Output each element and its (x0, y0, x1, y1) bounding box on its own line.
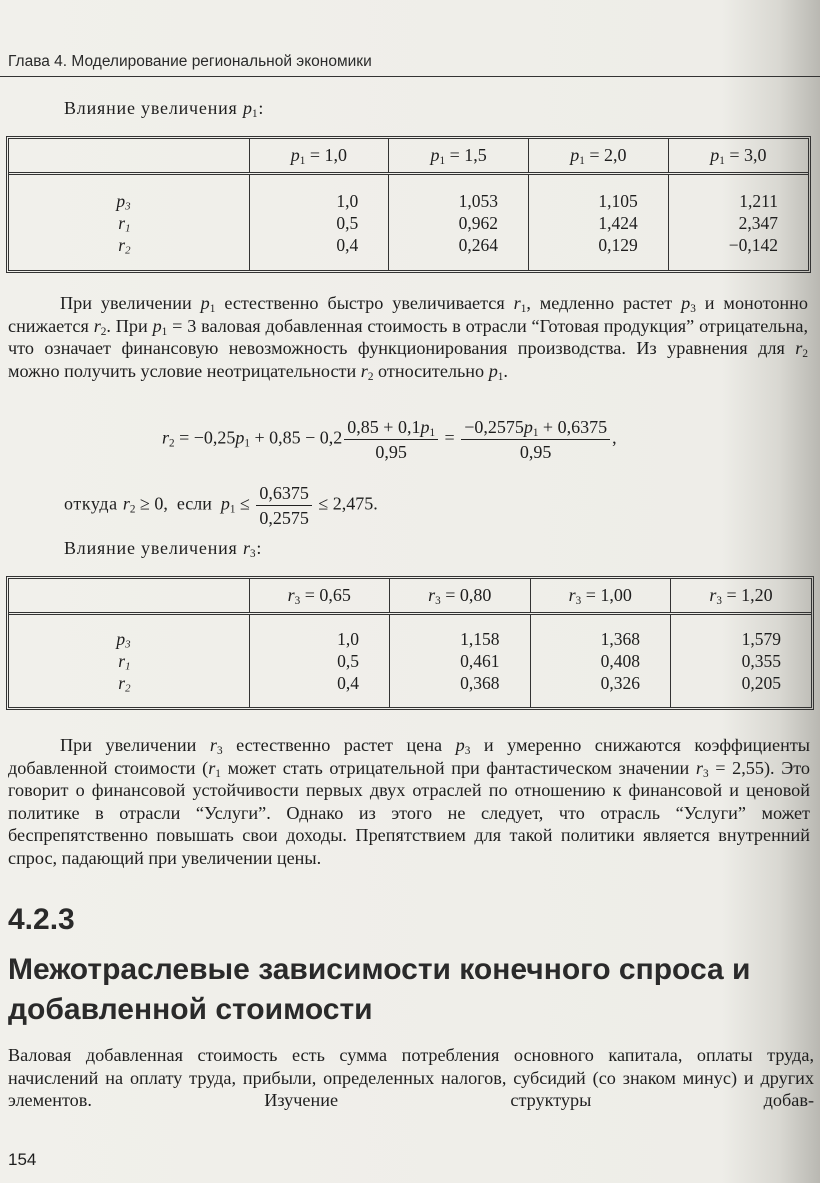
table1-col1-values (249, 174, 389, 271)
table1-row-label-p3: $p_3$ (116, 190, 131, 213)
table1-col-4: $p_1 = 3,0$ (668, 139, 808, 174)
table-cell: 0,4 (337, 673, 359, 693)
table2-row-label-p3: $p_3$ (116, 629, 131, 651)
table-cell: 0,962 (458, 212, 498, 233)
table-cell: 1,424 (598, 212, 638, 233)
header-rule (0, 76, 820, 77)
table2-col-2: $r_3 = 0,80$ (390, 579, 531, 614)
table1-col-2: $p_1 = 1,5$ (389, 139, 529, 174)
table-cell: 1,158 (460, 629, 500, 649)
table1-row-labels (9, 174, 249, 271)
formula-condition: откуда $r_2 \ge 0$, если $p_1$ ≤ $\frac{0,6375}{0,2575}$ ≤ 2,475. (64, 483, 378, 528)
table-cell: 1,0 (336, 190, 359, 211)
section-number: 4.2.3 (8, 903, 75, 936)
table-cell: 0,408 (600, 651, 640, 671)
table-cell: 0,355 (741, 651, 781, 671)
table1-caption: Влияние увеличения $p_1$: (64, 98, 265, 120)
table-cell: 1,211 (739, 190, 778, 211)
fraction-2: $\frac{-0,2575p_1 + 0,6375}{0,95}$ (461, 416, 610, 463)
table2-row-labels (9, 614, 249, 708)
table1-col3-values (529, 174, 669, 271)
table-cell: 0,461 (460, 651, 500, 671)
paragraph-2: При увеличении $r_3$ естественно растет цена $p_3$ и умеренно снижаются коэффициенты добавленной стоимости ($r_1$ может стать отрицательной при фантастическом значении $r_3 = 2,55$). Это говорит о финансовой устойчивости первых двух отраслей по отношению к финансовой и ценовой политике в отрасли “Услуги”. Однако из этого не следует, что отрасль “Услуги” может беспрепятственно повышать свои доходы. Препятствием для такой политики является внутренний спрос, падающий при увеличении цены. (8, 735, 811, 868)
table2-col-3: $r_3 = 1,00$ (530, 579, 671, 614)
paragraph-3: Валовая добавленная стоимость есть сумма потребления основного капитала, оплаты труда, начислений на оплату труда, прибыли, определенных налогов, субсидий (со знаком минус) и других элементов. Изучение структуры добав- (8, 1045, 814, 1110)
table2-row-label-r2: $r_2$ (118, 673, 131, 695)
table2-corner-cell (9, 579, 249, 614)
table-cell: 0,368 (460, 673, 500, 693)
table-cell: 0,5 (336, 212, 359, 233)
table2-col4-values (671, 614, 812, 708)
table2-col1-values (249, 614, 390, 708)
table2-col3-values (530, 614, 671, 708)
table1-col-3: $p_1 = 2,0$ (529, 139, 669, 174)
table-cell: −0,142 (728, 234, 778, 255)
section-title: Межотраслевые зависимости конечного спроса и добавленной стоимости (8, 953, 751, 1026)
table-cell: 0,5 (337, 651, 359, 671)
table-cell: 0,264 (458, 234, 498, 255)
table-cell: 1,0 (337, 629, 359, 649)
table2-col2-values (390, 614, 531, 708)
formula-r2: $r_2 = -0,25p_1 + 0,85 - 0,2$ $\frac{0,85 + 0,1p_1}{0,95}$ = $\frac{-0,2575p_1 + 0,6375}{0,95}$ , (162, 417, 617, 462)
page-number: 154 (8, 1150, 37, 1169)
fraction-3: $\frac{0,6375}{0,2575}$ (256, 482, 312, 529)
table1-header-row (9, 139, 808, 174)
table1-col-1: $p_1 = 1,0$ (249, 139, 389, 174)
table1-body (9, 174, 808, 271)
table1-col2-values (389, 174, 529, 271)
table-cell: 1,105 (598, 190, 638, 211)
table1-row-label-r1: $r_1$ (118, 212, 131, 235)
table-cell: 0,326 (600, 673, 640, 693)
table2-caption: Влияние увеличения $r_3$: (64, 538, 263, 560)
table2-body (9, 614, 811, 708)
table-p1-influence (6, 136, 811, 273)
table1-row-label-r2: $r_2$ (118, 234, 131, 257)
table-cell: 0,205 (741, 673, 781, 693)
fraction-1: $\frac{0,85 + 0,1p_1}{0,95}$ (344, 416, 438, 463)
running-header: Глава 4. Моделирование региональной экономики (8, 53, 372, 70)
table-cell: 1,368 (600, 629, 640, 649)
table-cell: 2,347 (738, 212, 778, 233)
table2-col-4: $r_3 = 1,20$ (671, 579, 812, 614)
table2-row-label-r1: $r_1$ (118, 651, 131, 673)
table-cell: 0,129 (598, 234, 638, 255)
table-cell: 1,579 (741, 629, 781, 649)
table1-corner-cell (9, 139, 249, 174)
table-cell: 1,053 (458, 190, 498, 211)
table1-col4-values (668, 174, 808, 271)
table-cell: 0,4 (336, 234, 359, 255)
table2-col-1: $r_3 = 0,65$ (249, 579, 390, 614)
table2-header-row (9, 579, 811, 614)
paragraph-1: При увеличении $p_1$ естественно быстро увеличивается $r_1$, медленно растет $p_3$ и монотонно снижается $r_2$. При $p_1 = 3$ валовая добавленная стоимость в отрасли “Готовая продукция” отрицательна, что означает финансовую невозможность функционирования производства. Из уравнения для $r_2$ можно получить условие неотрицательности $r_2$ относительно $p_1$. (8, 293, 808, 383)
table-r3-influence (6, 576, 814, 710)
